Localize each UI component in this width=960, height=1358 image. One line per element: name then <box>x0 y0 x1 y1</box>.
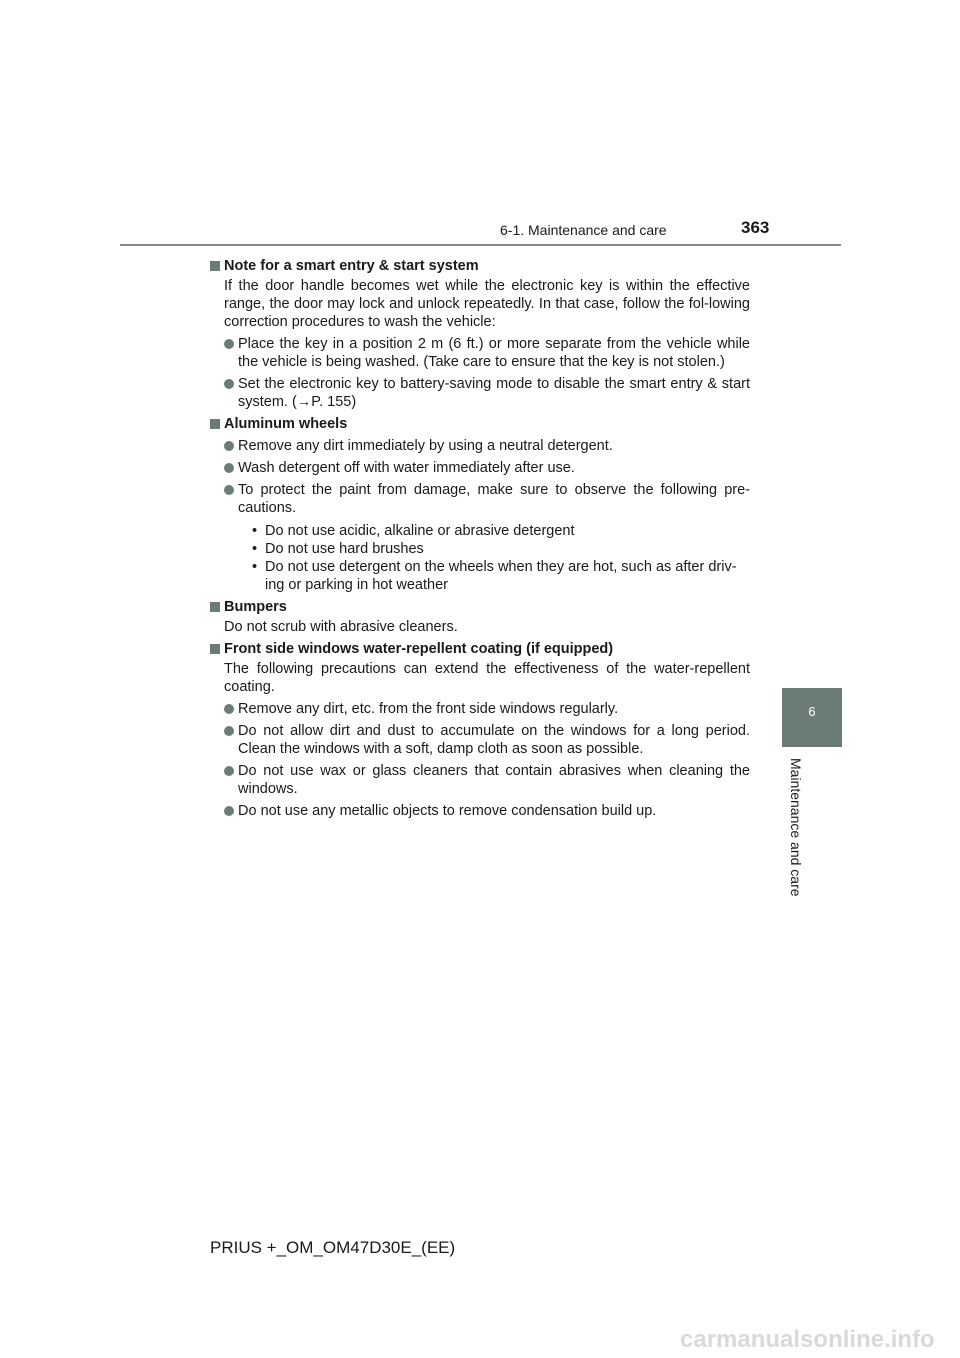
main-content <box>210 253 750 820</box>
section-bumpers <box>210 598 750 636</box>
section-paragraph: If the door handle becomes wet while the electronic key is within the effective range, the door may lock and unlock repeatedly. In that case, follow the fol-lowing correction procedures to wash the vehicle: <box>224 278 750 330</box>
chapter-tab-number: 6 <box>808 704 816 719</box>
section-title: Front side windows water-repellent coating (if equipped) <box>224 641 614 657</box>
list-item <box>210 335 750 371</box>
circle-bullet-icon <box>224 485 234 495</box>
list-item <box>210 437 750 455</box>
circle-bullet-icon <box>224 463 234 473</box>
small-dot-icon: • <box>252 541 258 557</box>
section-water-repellent <box>210 640 750 820</box>
circle-bullet-icon <box>224 704 234 714</box>
section-heading <box>210 415 750 433</box>
list-item-text: Do not use wax or glass cleaners that contain abrasives when cleaning the windows. <box>238 763 750 797</box>
section-heading <box>210 598 750 616</box>
circle-bullet-icon <box>224 726 234 736</box>
sub-list-item-text: Do not use hard brushes <box>265 541 424 557</box>
list-item-text: Remove any dirt immediately by using a neutral detergent. <box>238 438 613 454</box>
section-title: Aluminum wheels <box>224 416 348 432</box>
list-item-text: Wash detergent off with water immediately after use. <box>238 460 575 476</box>
list-item-text: Set the electronic key to battery-saving mode to disable the smart entry & start system. (→P. 155) <box>238 376 750 410</box>
circle-bullet-icon <box>224 339 234 349</box>
circle-bullet-icon <box>224 379 234 389</box>
section-paragraph: Do not scrub with abrasive cleaners. <box>224 619 458 635</box>
list-item <box>210 481 750 517</box>
circle-bullet-icon <box>224 766 234 776</box>
circle-bullet-icon <box>224 806 234 816</box>
section-paragraph: The following precautions can extend the effectiveness of the water-repellent coating. <box>224 661 750 695</box>
circle-bullet-icon <box>224 441 234 451</box>
sub-list-item <box>252 540 750 558</box>
section-title: Note for a smart entry & start system <box>224 258 479 274</box>
footer-document-id: PRIUS +_OM_OM47D30E_(EE) <box>210 1238 456 1257</box>
section-aluminum-wheels <box>210 415 750 594</box>
small-dot-icon: • <box>252 523 258 539</box>
sub-list-item-text: Do not use acidic, alkaline or abrasive detergent <box>265 523 575 539</box>
list-item <box>210 459 750 477</box>
square-bullet-icon <box>210 644 220 654</box>
chapter-tab-label: Maintenance and care <box>788 758 804 897</box>
square-bullet-icon <box>210 261 220 271</box>
page-number: 363 <box>741 218 770 237</box>
list-item-text: Do not allow dirt and dust to accumulate on the windows for a long period. Clean the windows with a soft, damp cloth as soon as possible. <box>238 723 750 757</box>
list-item <box>210 762 750 798</box>
square-bullet-icon <box>210 602 220 612</box>
header-section-title: 6-1. Maintenance and care <box>500 222 667 238</box>
section-heading <box>210 257 750 275</box>
list-item <box>210 722 750 758</box>
section-title: Bumpers <box>224 599 287 615</box>
header-rule <box>120 244 841 246</box>
list-item <box>210 375 750 411</box>
sub-list <box>210 522 750 594</box>
list-item <box>210 700 750 718</box>
sub-list-item <box>252 522 750 540</box>
sub-list-item-text: Do not use detergent on the wheels when they are hot, such as after driv-ing or parking in hot weather <box>265 559 737 593</box>
list-item <box>210 802 750 820</box>
square-bullet-icon <box>210 419 220 429</box>
watermark: carmanualsonline.info <box>680 1326 935 1353</box>
list-item-text: Do not use any metallic objects to remove condensation build up. <box>238 803 657 819</box>
list-item-text: Remove any dirt, etc. from the front side windows regularly. <box>238 701 619 717</box>
list-item-text: Place the key in a position 2 m (6 ft.) or more separate from the vehicle while the vehicle is being washed. (Take care to ensure that the key is not stolen.) <box>238 336 750 370</box>
small-dot-icon: • <box>252 559 258 575</box>
list-item-text: To protect the paint from damage, make sure to observe the following pre-cautions. <box>238 482 750 516</box>
section-heading <box>210 640 750 658</box>
section-smart-entry <box>210 257 750 411</box>
sub-list-item <box>252 558 750 594</box>
